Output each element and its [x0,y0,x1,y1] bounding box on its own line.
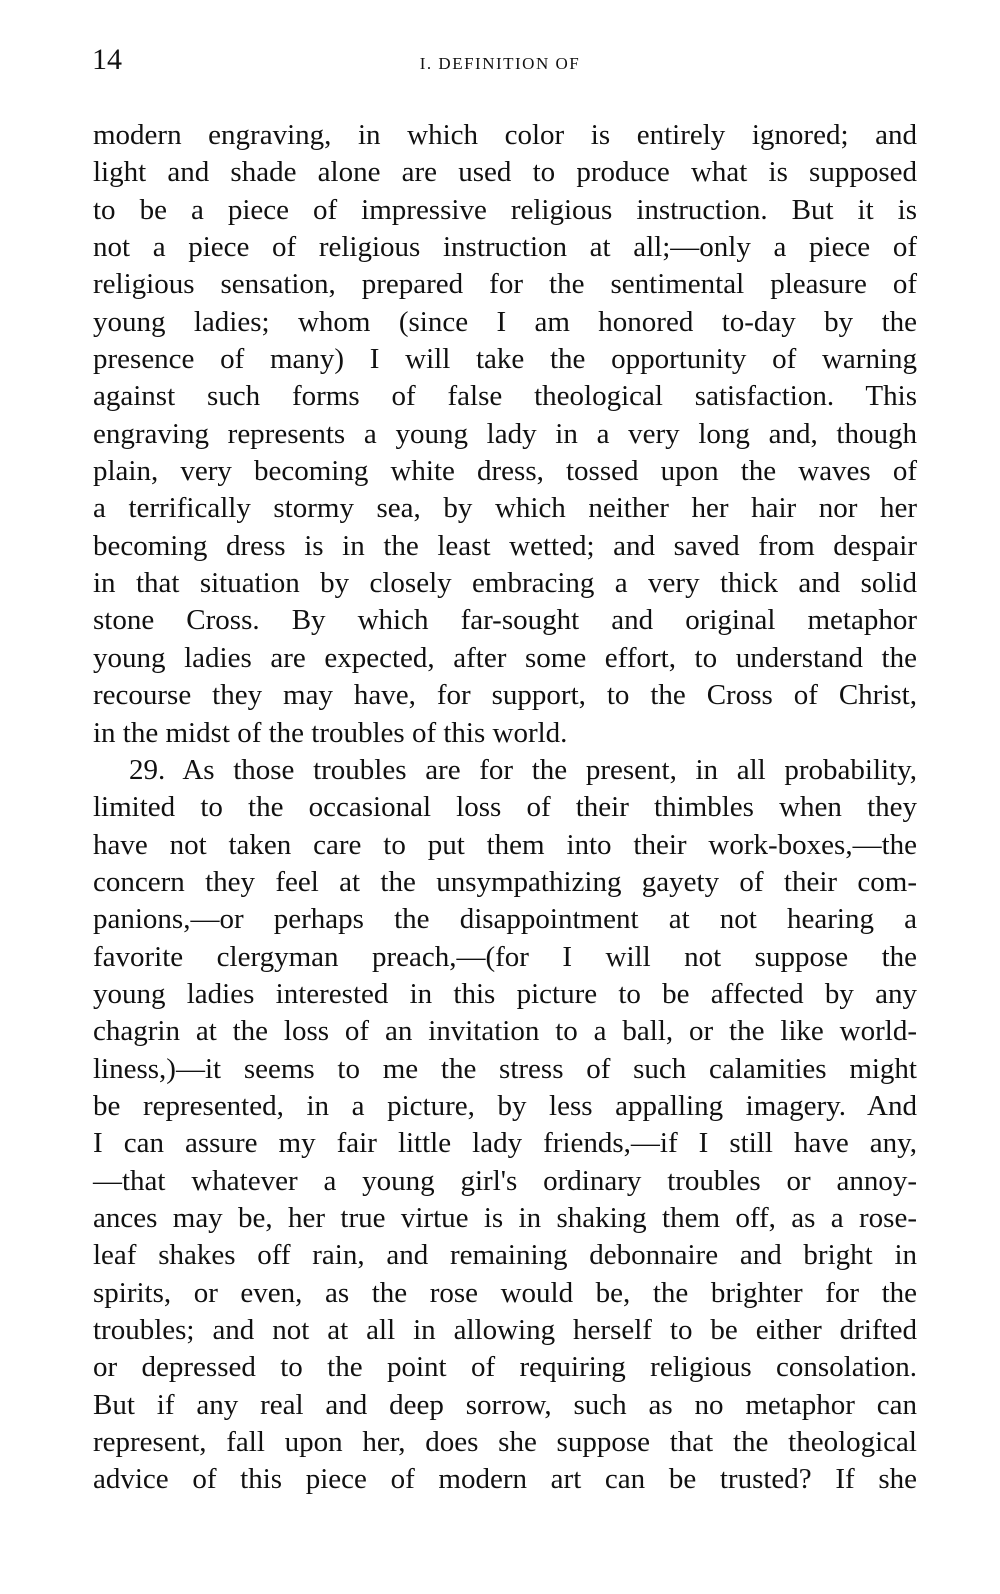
paragraph-start-line: 29. As those troubles are for the present, in all probability, [129,753,917,786]
text-line: engraving represents a young lady in a very long and, though [93,417,917,450]
text-line: represent, fall upon her, does she suppose that the theological [93,1426,917,1459]
text-line: panions,—or perhaps the disappointment at not hearing a [93,903,917,936]
text-line: advice of this piece of modern art can be trusted? If she [93,1463,917,1496]
text-line: —that whatever a young girl's ordinary troubles or annoy- [93,1164,917,1197]
text-line: light and shade alone are used to produce what is supposed [93,156,917,189]
text-line: to be a piece of impressive religious instruction. But it is [93,193,917,226]
text-line: limited to the occasional loss of their thimbles when they [93,791,917,824]
text-line: stone Cross. By which far-sought and original metaphor [93,604,917,637]
text-line: modern engraving, in which color is entirely ignored; and [93,119,917,151]
text-line: presence of many) I will take the opportunity of warning [93,343,917,376]
text-line: in that situation by closely embracing a very thick and solid [93,567,917,600]
text-line: chagrin at the loss of an invitation to a ball, or the like world- [93,1015,917,1048]
text-line: young ladies interested in this picture to be affected by any [93,977,917,1010]
text-line: be represented, in a picture, by less appalling imagery. And [93,1089,917,1122]
text-line: against such forms of false theological satisfaction. This [93,380,917,413]
text-line: favorite clergyman preach,—(for I will not suppose the [93,940,917,973]
text-line: not a piece of religious instruction at all;—only a piece of [93,231,917,264]
text-line: plain, very becoming white dress, tossed upon the waves of [93,455,917,488]
text-line: troubles; and not at all in allowing herself to be either drifted [93,1314,917,1346]
text-line: liness,)—it seems to me the stress of such calamities might [93,1052,917,1085]
text-line: recourse they may have, for support, to the Cross of Christ, [93,679,917,712]
text-line: becoming dress is in the least wetted; and saved from despair [93,529,917,562]
body-text [93,117,917,1499]
text-line: concern they feel at the unsympathizing gayety of their com- [93,865,917,898]
text-line: But if any real and deep sorrow, such as no metaphor can [93,1388,917,1421]
page-number: 14 [92,43,122,76]
text-line: young ladies are expected, after some effort, to understand the [93,641,917,674]
paragraph-end-line: in the midst of the troubles of this world. [93,716,568,749]
running-head: I. DEFINITION OF [419,54,581,73]
text-line: ances may be, her true virtue is in shaking them off, as a rose- [93,1201,917,1234]
text-line: spirits, or even, as the rose would be, the brighter for the [93,1276,917,1309]
text-line: I can assure my fair little lady friends,—if I still have any, [93,1127,917,1160]
text-line: religious sensation, prepared for the sentimental pleasure of [93,268,917,301]
text-line: have not taken care to put them into their work-boxes,—the [93,828,917,861]
text-line: or depressed to the point of requiring religious consolation. [93,1351,917,1384]
text-line: leaf shakes off rain, and remaining debonnaire and bright in [93,1239,917,1272]
text-line: young ladies; whom (since I am honored to-day by the [93,305,917,338]
text-line: a terrifically stormy sea, by which neither her hair nor her [93,492,917,525]
